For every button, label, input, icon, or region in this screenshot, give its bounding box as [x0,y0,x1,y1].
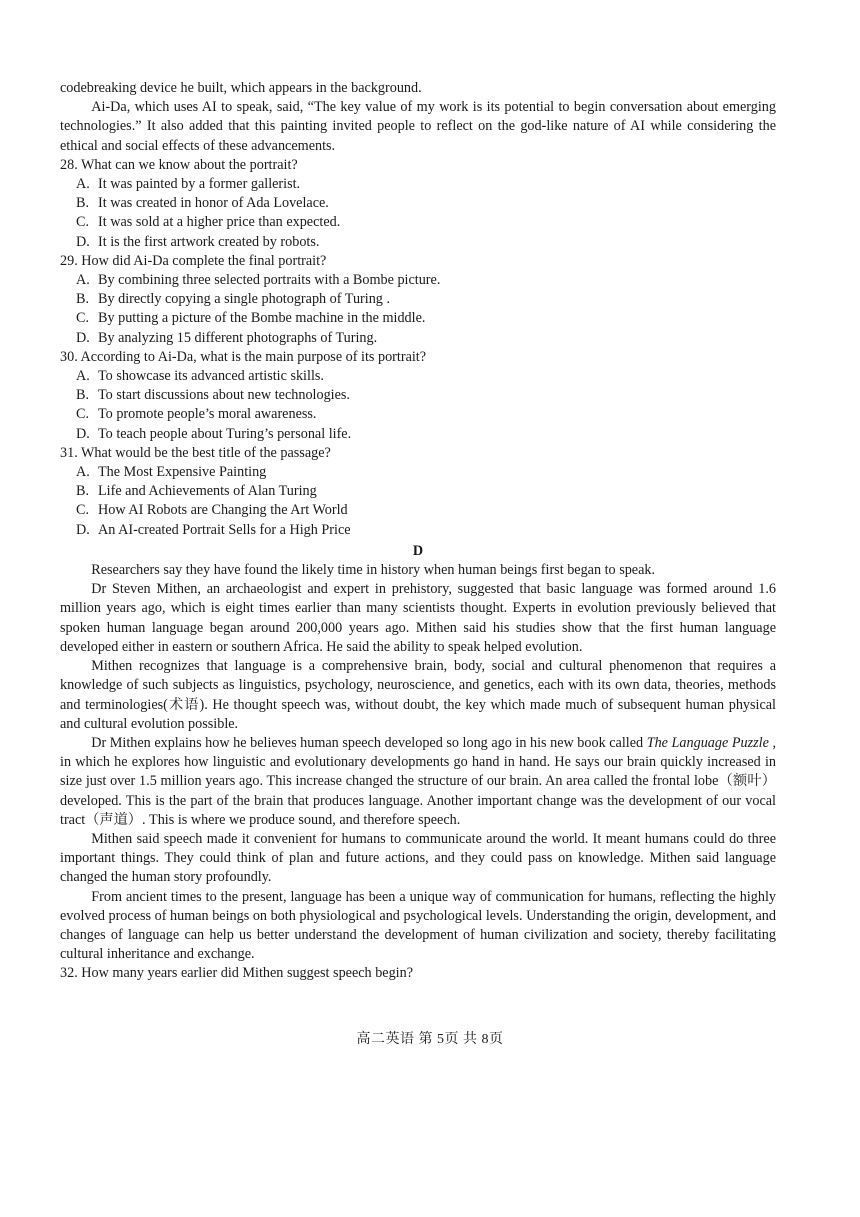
page-content [60,79,776,984]
paragraph-text: , in which he explores how linguistic and evolutionary developments go hand in hand. He says our brain quickly increased in size just over 1.5 million years ago. This increase changed the structure of our brain. An area called the frontal lobe（额叶）developed. This is the part of the brain that produces language. Another important change was the development of our vocal tract（声道）. This is where we produce sound, and therefore speech. [60,734,777,828]
option-b: B. To start discussions about new technologies. [76,387,350,404]
option-list [60,463,776,540]
passage-d-paragraph-2: Dr Steven Mithen, an archaeologist and expert in prehistory, suggested that basic language was formed around 1.6 million years ago, which is eight times earlier than many scientists thought. Experts in evolution previously believed that spoken human language began around 200,000 years ago. Mithen said his studies show that the first human language developed either in eastern or southern Africa. He said the ability to speak helped evolution. [60,581,776,655]
option-b: B. It was created in honor of Ada Lovelace. [76,195,329,212]
option-b: B. By directly copying a single photograph of Turing . [76,291,390,308]
option-c: C. By putting a picture of the Bombe machine in the middle. [76,310,426,327]
option-d: D. It is the first artwork created by robots. [76,233,320,250]
question-stem: 30. According to Ai-Da, what is the main purpose of its portrait? [60,348,427,365]
book-title: The Language Puzzle [646,734,769,751]
option-a: A. By combining three selected portraits with a Bombe picture. [76,272,441,289]
question-stem: 28. What can we know about the portrait? [60,156,298,173]
option-c: C. How AI Robots are Changing the Art World [76,502,348,519]
option-a: A. The Most Expensive Painting [76,464,267,481]
passage-d-paragraph-3: Mithen recognizes that language is a comprehensive brain, body, social and cultural phenomenon that requires a knowledge of such subjects as linguistics, psychology, neuroscience, and genetics, each with its own data, theories, methods and terminologies(术语). He thought speech was, without doubt, the key which made much of subsequent human physical and cultural evolution possible. [60,658,776,732]
option-a: A. To showcase its advanced artistic skills. [76,368,324,385]
passage-c-ai-da-quote: Ai-Da, which uses AI to speak, said, “The key value of my work is its potential to begin conversation about emerging technologies.” It also added that this painting invited people to reflect on the god-like nature of AI while considering the ethical and social effects of these advancements. [60,99,776,154]
option-list [60,367,776,444]
section-d-heading: D [412,542,424,559]
option-c: C. It was sold at a higher price than expected. [76,214,341,231]
question-28 [60,156,776,252]
question-30 [60,348,776,444]
passage-d-paragraph-4 [60,734,776,830]
question-29 [60,252,776,348]
option-d: D. An AI-created Portrait Sells for a High Price [76,521,351,538]
option-a: A. It was painted by a former gallerist. [76,176,301,193]
option-d: D. By analyzing 15 different photographs of Turing. [76,329,378,346]
option-list [60,271,776,348]
question-stem: 31. What would be the best title of the passage? [60,444,331,461]
question-31 [60,444,776,540]
passage-d-paragraph-1: Researchers say they have found the likely time in history when human beings first began to speak. [91,562,656,579]
question-stem: 29. How did Ai-Da complete the final portrait? [60,252,327,269]
option-b: B. Life and Achievements of Alan Turing [76,483,317,500]
passage-d-paragraph-6: From ancient times to the present, language has been a unique way of communication for humans, reflecting the highly evolved process of human beings on both physiological and psychological levels. Understanding the origin, development, and changes of language can help us better understand the development of human civilization and society, thereby facilitating cultural inheritance and exchange. [60,888,776,963]
option-list [60,175,776,252]
paragraph-text: Dr Mithen explains how he believes human speech developed so long ago in his new book called [91,734,647,751]
option-d: D. To teach people about Turing’s personal life. [76,425,352,442]
question-32-stem: 32. How many years earlier did Mithen suggest speech begin? [60,965,414,982]
page-footer: 高二英语 第 5页 共 8页 [356,1032,504,1047]
passage-d-paragraph-5: Mithen said speech made it convenient for humans to communicate around the world. It meant humans could do three important things. They could think of plan and future actions, and they could pass on knowledge. Mithen said language changed the human story profoundly. [60,830,776,886]
option-c: C. To promote people’s moral awareness. [76,406,317,423]
passage-c-tail-line: codebreaking device he built, which appears in the background. [60,80,422,96]
